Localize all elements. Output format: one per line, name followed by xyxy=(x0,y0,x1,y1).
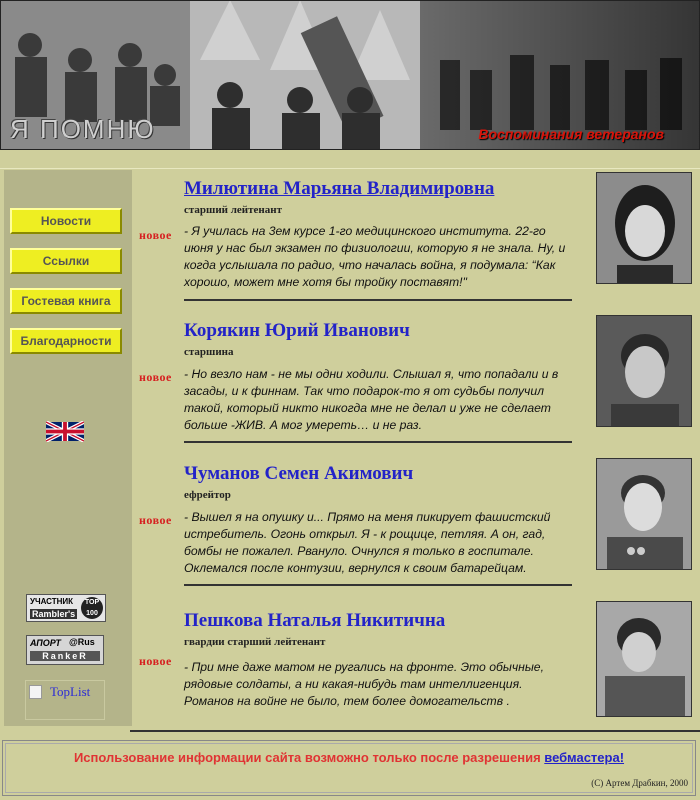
aport-rus: @Rus xyxy=(69,637,95,647)
veteran-name-link[interactable]: Милютина Марьяна Владимировна xyxy=(184,178,495,199)
new-badge: новое xyxy=(139,370,172,384)
site-logo-title: Я ПОМНЮ xyxy=(10,114,156,144)
broken-image-icon xyxy=(29,685,42,699)
veteran-quote[interactable]: - Я училась на 3ем курсе 1-го медицинского института. 22-го июня у нас был экзамен по физиологии, которую я не знала. Ну, и когда услышала по радио, что началась война, я подумала: “Как хорошо, может мне хотя бы тройку поставят!" xyxy=(184,224,566,289)
veteran-name-link[interactable]: Чуманов Семен Акимович xyxy=(184,463,414,484)
veteran-quote[interactable]: - Но везло нам - не мы одни ходили. Слышал я, что попадали и в засады, и к финнам. Так что подарок-то я от судьбы получил такой, который никто никогда мне не делал и уже не сделает больше -ЖИВ. А мог умереть… и не раз. xyxy=(184,367,559,432)
rambler-label: УЧАСТНИК xyxy=(30,597,74,606)
aport-label: АПОРТ xyxy=(30,638,61,648)
aport-counter[interactable] xyxy=(26,635,104,665)
site-subtitle: Воспоминания ветеранов xyxy=(478,126,664,142)
veteran-rank: ефрейтор xyxy=(184,489,231,501)
rambler-top-badge: TOP 100 xyxy=(81,597,103,619)
veteran-entry xyxy=(138,610,698,720)
veteran-photo[interactable] xyxy=(596,315,692,427)
divider xyxy=(184,441,572,443)
nav-links-button[interactable]: Ссылки xyxy=(10,248,122,274)
usage-notice-text: Использование информации сайта возможно только после разрешения xyxy=(73,750,541,765)
new-badge: новое xyxy=(139,228,172,242)
header-banner xyxy=(0,0,700,150)
veteran-photo[interactable] xyxy=(596,172,692,284)
toplist-counter[interactable] xyxy=(25,680,105,720)
divider xyxy=(0,168,700,169)
veteran-quote[interactable]: - При мне даже матом не ругались на фронте. Это обычные, рядовые солдаты, а ни какая-нибудь там интеллигенция. Романов на войне не было, тем более домогательств . xyxy=(184,660,544,708)
veteran-entry xyxy=(138,320,698,448)
rambler-brand: Rambler's xyxy=(32,609,76,619)
nav-news-button[interactable]: Новости xyxy=(10,208,122,234)
divider xyxy=(184,299,572,301)
new-badge: новое xyxy=(139,654,172,668)
sidebar xyxy=(4,170,132,726)
nav-thanks-button[interactable]: Благодарности xyxy=(10,328,122,354)
veteran-entry xyxy=(138,463,698,591)
divider xyxy=(184,584,572,586)
veteran-name-link[interactable]: Пешкова Наталья Никитична xyxy=(184,610,446,631)
toplist-label: TopList xyxy=(50,684,91,699)
veteran-name-link[interactable]: Корякин Юрий Иванович xyxy=(184,320,410,341)
veteran-rank: старшина xyxy=(184,346,234,358)
footer xyxy=(2,740,696,796)
veteran-quote[interactable]: - Вышел я на опушку и... Прямо на меня пикирует фашистский истребитель. Огонь открыл. Я - к рощице, петляя. А он, гад, бомбы не пожалел. Рвануло. Очнулся я только в госпитале. Оклемался после контузии, вернулся к своим батарейцам. xyxy=(184,510,551,575)
copyright: (C) Артем Драбкин, 2000 xyxy=(591,778,688,788)
veteran-photo[interactable] xyxy=(596,601,692,717)
veteran-photo[interactable] xyxy=(596,458,692,570)
veteran-rank: старший лейтенант xyxy=(184,204,283,216)
aport-ranker: RankeR xyxy=(30,651,100,661)
nav-guestbook-button[interactable]: Гостевая книга xyxy=(10,288,122,314)
webmaster-link[interactable]: вебмастера! xyxy=(544,750,625,765)
english-flag-icon[interactable] xyxy=(46,421,84,442)
veteran-entry xyxy=(138,178,698,306)
veteran-rank: гвардии старший лейтенант xyxy=(184,636,326,648)
rambler-counter[interactable] xyxy=(26,594,106,622)
divider xyxy=(130,730,700,732)
usage-notice xyxy=(6,750,692,765)
new-badge: новое xyxy=(139,513,172,527)
footer-frame xyxy=(5,743,693,793)
